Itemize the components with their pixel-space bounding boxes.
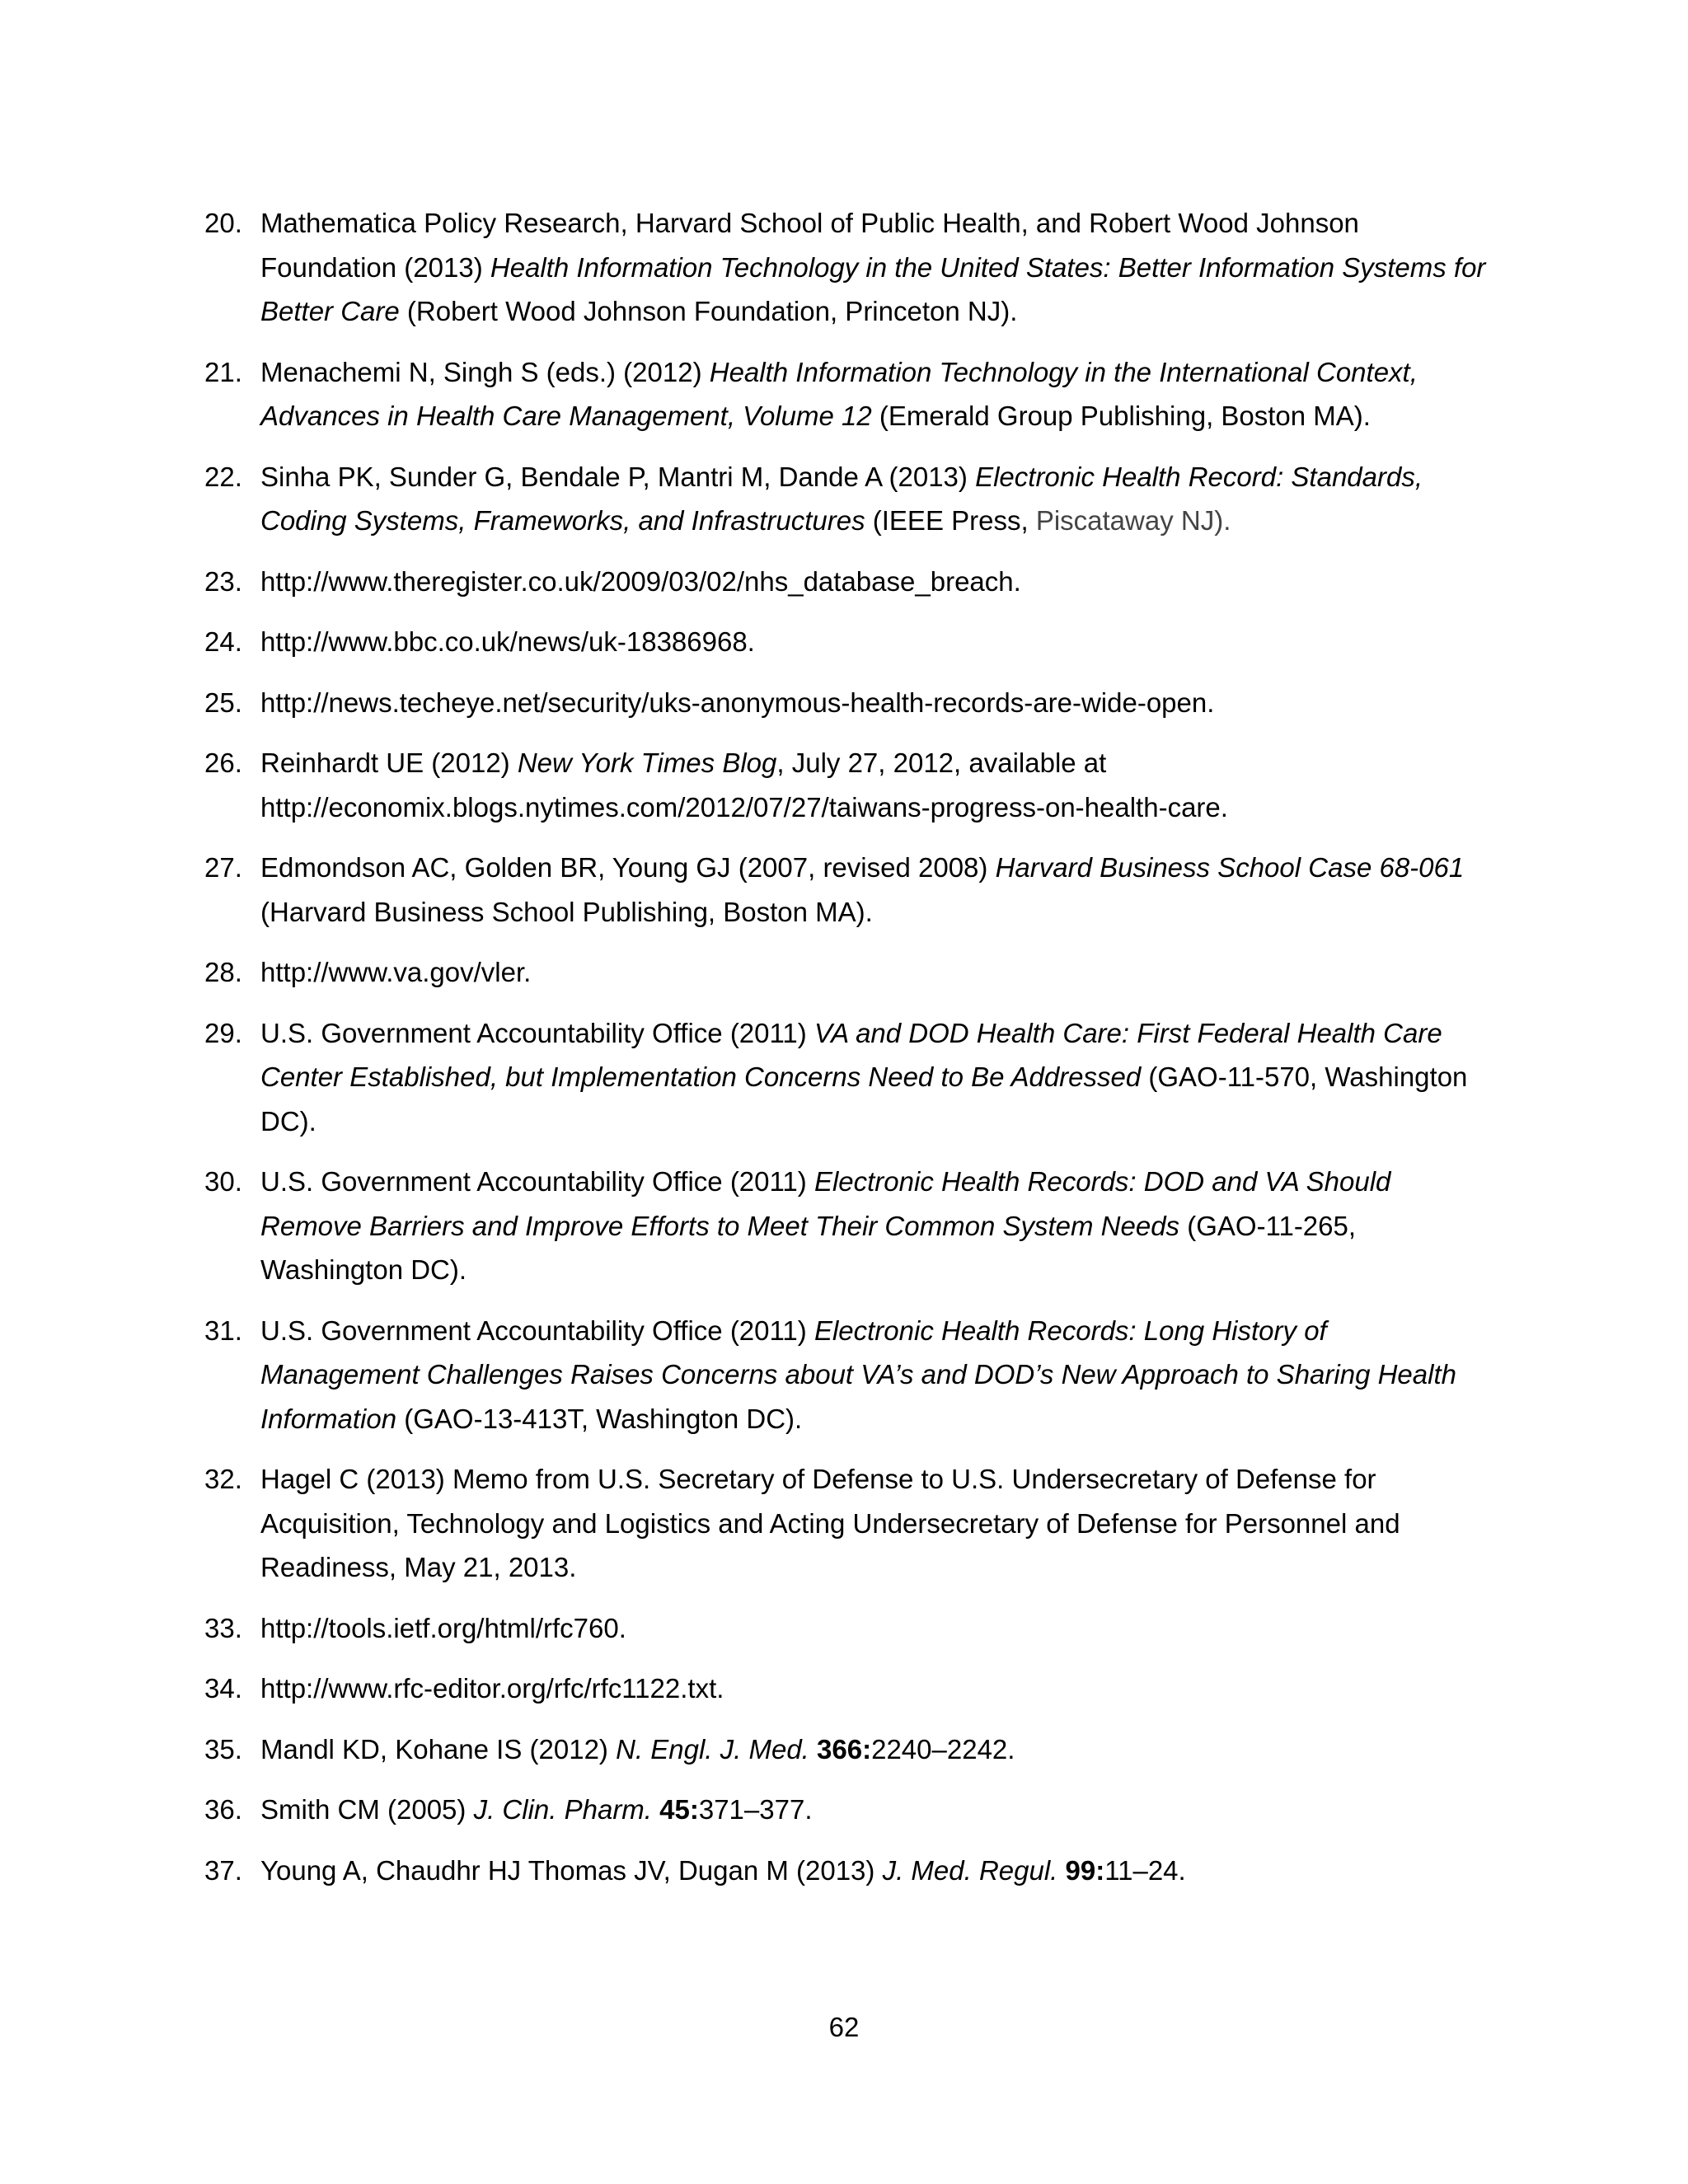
reference-text-segment: Piscataway NJ). xyxy=(1035,505,1231,536)
reference-volume-bold: 99: xyxy=(1065,1854,1105,1886)
reference-text xyxy=(260,357,1418,432)
reference-number: 26. xyxy=(204,748,242,778)
reference-number: 34. xyxy=(204,1673,242,1704)
reference-text xyxy=(260,1673,724,1704)
reference-title-italic: New York Times Blog xyxy=(517,748,777,778)
reference-title-italic: Health Information Technology in the International Context, Advances in Health Care Management, Volume 12 xyxy=(260,356,1418,431)
reference-text xyxy=(260,1734,1015,1765)
reference-text xyxy=(260,626,755,657)
reference-text-segment: (IEEE Press, xyxy=(865,505,1036,536)
reference-title-italic: Electronic Health Records: DOD and VA Should Remove Barriers and Improve Efforts to Meet Their Common System Needs xyxy=(260,1166,1391,1241)
reference-text-segment: Smith CM (2005) xyxy=(260,1794,474,1825)
reference-text-segment: (GAO-11-570, Washington DC). xyxy=(260,1062,1468,1137)
reference-text xyxy=(260,1613,626,1643)
reference-number: 31. xyxy=(204,1315,242,1346)
reference-text-segment: 2240–2242. xyxy=(871,1733,1015,1765)
reference-item xyxy=(204,1011,1490,1144)
reference-number: 22. xyxy=(204,461,242,492)
reference-item xyxy=(204,681,1490,725)
reference-item xyxy=(204,1666,1490,1711)
reference-number: 21. xyxy=(204,356,242,387)
reference-item xyxy=(204,1457,1490,1590)
reference-number: 23. xyxy=(204,565,242,597)
reference-text xyxy=(260,1315,1456,1434)
reference-number: 33. xyxy=(204,1612,242,1643)
reference-text-segment: 371–377. xyxy=(698,1794,813,1825)
reference-volume-bold: 366: xyxy=(817,1733,872,1765)
reference-number: 35. xyxy=(204,1733,242,1765)
reference-text-segment: http://www.rfc-editor.org/rfc/rfc1122.txt. xyxy=(260,1673,724,1704)
reference-text xyxy=(260,462,1423,537)
reference-item xyxy=(204,846,1490,934)
reference-number: 36. xyxy=(204,1794,242,1825)
reference-number: 20. xyxy=(204,208,242,238)
reference-text-segment: http://news.techeye.net/security/uks-anonymous-health-records-are-wide-open. xyxy=(260,687,1215,718)
reference-item xyxy=(204,350,1490,438)
reference-text-segment: Menachemi N, Singh S (eds.) (2012) xyxy=(260,356,710,387)
reference-text xyxy=(260,1855,1186,1886)
reference-text xyxy=(260,1166,1390,1285)
reference-list xyxy=(204,201,1490,1909)
reference-title-italic: N. Engl. J. Med. xyxy=(616,1733,809,1765)
reference-text xyxy=(260,687,1214,718)
reference-text-segment: Edmondson AC, Golden BR, Young GJ (2007, revised 2008) xyxy=(260,852,996,883)
reference-text xyxy=(260,1464,1400,1582)
reference-title-italic: J. Med. Regul. xyxy=(882,1854,1058,1886)
reference-text xyxy=(260,1018,1467,1137)
reference-number: 27. xyxy=(204,852,242,883)
reference-item xyxy=(204,1788,1490,1832)
reference-item xyxy=(204,1727,1490,1772)
reference-text-segment: 11–24. xyxy=(1104,1854,1186,1886)
reference-text-segment: , July 27, 2012, available at http://economix.blogs.nytimes.com/2012/07/27/taiwans-progress-on-health-care. xyxy=(260,748,1228,823)
reference-item xyxy=(204,1606,1490,1651)
reference-text xyxy=(260,852,1464,927)
reference-title-italic: VA and DOD Health Care: First Federal Health Care Center Established, but Implementation Concerns Need to Be Addressed xyxy=(260,1017,1442,1092)
reference-item xyxy=(204,1849,1490,1893)
reference-text-segment: Sinha PK, Sunder G, Bendale P, Mantri M, Dande A (2013) xyxy=(260,461,976,492)
reference-text-segment: (Robert Wood Johnson Foundation, Princeton NJ). xyxy=(399,296,1018,326)
reference-title-italic: Electronic Health Record: Standards, Coding Systems, Frameworks, and Infrastructures xyxy=(260,461,1423,536)
reference-number: 30. xyxy=(204,1166,242,1197)
reference-volume-bold: 45: xyxy=(659,1794,699,1825)
reference-text xyxy=(260,566,1021,597)
reference-text-segment: Hagel C (2013) Memo from U.S. Secretary of Defense to U.S. Undersecretary of Defense for Acquisition, Technology and Logistics and Acting Undersecretary of Defense for Personnel and Readiness, May 21, 2013. xyxy=(260,1464,1400,1582)
reference-text-segment: U.S. Government Accountability Office (2011) xyxy=(260,1166,814,1197)
reference-number: 37. xyxy=(204,1854,242,1886)
reference-text-segment: http://www.theregister.co.uk/2009/03/02/nhs_database_breach. xyxy=(260,565,1021,597)
reference-text-segment xyxy=(1057,1855,1065,1886)
reference-text-segment: Mandl KD, Kohane IS (2012) xyxy=(260,1733,617,1765)
reference-number: 24. xyxy=(204,626,242,657)
reference-text-segment: U.S. Government Accountability Office (2011) xyxy=(260,1315,814,1346)
reference-number: 29. xyxy=(204,1017,242,1048)
reference-item xyxy=(204,741,1490,829)
reference-item xyxy=(204,201,1490,334)
reference-text-segment xyxy=(809,1734,817,1765)
reference-item xyxy=(204,620,1490,664)
reference-title-italic: Electronic Health Records: Long History of Management Challenges Raises Concerns about VA’s and DOD’s New Approach to Sharing Health Information xyxy=(260,1315,1456,1434)
reference-text-segment: Young A, Chaudhr HJ Thomas JV, Dugan M (2013) xyxy=(260,1854,883,1886)
page-number: 62 xyxy=(828,2012,860,2042)
reference-text-segment: http://www.va.gov/vler. xyxy=(260,957,532,987)
reference-item xyxy=(204,560,1490,604)
reference-title-italic: Health Information Technology in the United States: Better Information Systems for Better Care xyxy=(260,251,1486,326)
reference-title-italic: Harvard Business School Case 68-061 xyxy=(995,852,1465,883)
reference-item xyxy=(204,455,1490,543)
reference-text-segment: (GAO-13-413T, Washington DC). xyxy=(396,1403,803,1434)
reference-number: 32. xyxy=(204,1464,242,1494)
reference-text-segment: http://www.bbc.co.uk/news/uk-18386968. xyxy=(260,626,755,657)
reference-title-italic: J. Clin. Pharm. xyxy=(473,1794,652,1825)
reference-text xyxy=(260,1794,812,1825)
reference-number: 28. xyxy=(204,957,242,987)
reference-number: 25. xyxy=(204,687,242,718)
reference-text-segment: (GAO-11-265, Washington DC). xyxy=(260,1210,1357,1285)
reference-text-segment: U.S. Government Accountability Office (2011) xyxy=(260,1017,814,1048)
reference-text-segment: (Emerald Group Publishing, Boston MA). xyxy=(871,401,1371,431)
reference-text xyxy=(260,208,1485,326)
reference-text xyxy=(260,957,531,987)
reference-text-segment: Reinhardt UE (2012) xyxy=(260,748,518,778)
reference-item xyxy=(204,950,1490,995)
reference-text-segment: (Harvard Business School Publishing, Boston MA). xyxy=(260,896,873,927)
reference-text xyxy=(260,748,1228,823)
reference-text-segment: http://tools.ietf.org/html/rfc760. xyxy=(260,1612,626,1643)
reference-item xyxy=(204,1160,1490,1292)
reference-text-segment: Mathematica Policy Research, Harvard School of Public Health, and Robert Wood Johnson Foundation (2013) xyxy=(260,208,1359,283)
reference-text-segment xyxy=(652,1794,659,1825)
reference-item xyxy=(204,1309,1490,1441)
